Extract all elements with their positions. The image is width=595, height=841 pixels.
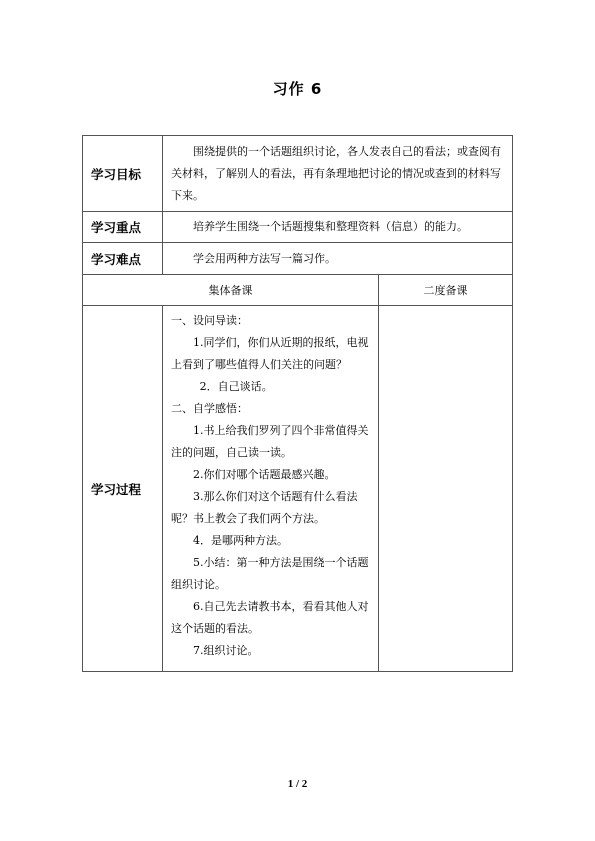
process-line: 一、设问导读： bbox=[171, 314, 248, 327]
process-line: 二、自学感悟： bbox=[171, 402, 248, 415]
goal-label: 学习目标 bbox=[83, 136, 163, 212]
page-number: 1 / 2 bbox=[287, 778, 308, 790]
collective-prep-header: 集体备课 bbox=[83, 275, 379, 306]
goal-row bbox=[83, 136, 513, 212]
difficulty-label: 学习难点 bbox=[83, 243, 163, 275]
process-line: 4．是哪两种方法。 bbox=[193, 534, 288, 547]
process-line: 3.那么你们对这个话题有什么看法呢？书上教会了我们两个方法。 bbox=[171, 490, 358, 525]
process-line: 6.自己先去请教书本，看看其他人对这个话题的看法。 bbox=[171, 600, 369, 635]
second-prep-content bbox=[379, 306, 513, 672]
process-row bbox=[83, 306, 513, 672]
difficulty-row bbox=[83, 243, 513, 275]
process-line: 7.组织讨论。 bbox=[193, 644, 259, 657]
process-line: 1.同学们，你们从近期的报纸，电视上看到了哪些值得人们关注的问题？ bbox=[171, 336, 369, 371]
header-row bbox=[83, 275, 513, 306]
process-content bbox=[163, 306, 379, 672]
difficulty-content: 学会用两种方法写一篇习作。 bbox=[163, 243, 513, 275]
process-label: 学习过程 bbox=[83, 306, 163, 672]
key-point-label: 学习重点 bbox=[83, 212, 163, 243]
lesson-plan-table bbox=[82, 135, 513, 672]
process-line: 2.你们对哪个话题最感兴趣。 bbox=[193, 468, 336, 481]
key-point-content: 培养学生围绕一个话题搜集和整理资料（信息）的能力。 bbox=[163, 212, 513, 243]
page-title: 习作 6 bbox=[272, 80, 323, 98]
process-line: 5.小结：第一种方法是围绕一个话题组织讨论。 bbox=[171, 556, 369, 591]
process-line: 1.书上给我们罗列了四个非常值得关注的问题，自己读一读。 bbox=[171, 424, 369, 459]
second-prep-header: 二度备课 bbox=[379, 275, 513, 306]
process-line: 2．自己谈话。 bbox=[199, 380, 273, 393]
goal-content: 围绕提供的一个话题组织讨论，各人发表自己的看法；或查阅有关材料，了解别人的看法，再有条理地把讨论的情况或查到的材料写下来。 bbox=[163, 136, 513, 212]
key-point-row bbox=[83, 212, 513, 243]
